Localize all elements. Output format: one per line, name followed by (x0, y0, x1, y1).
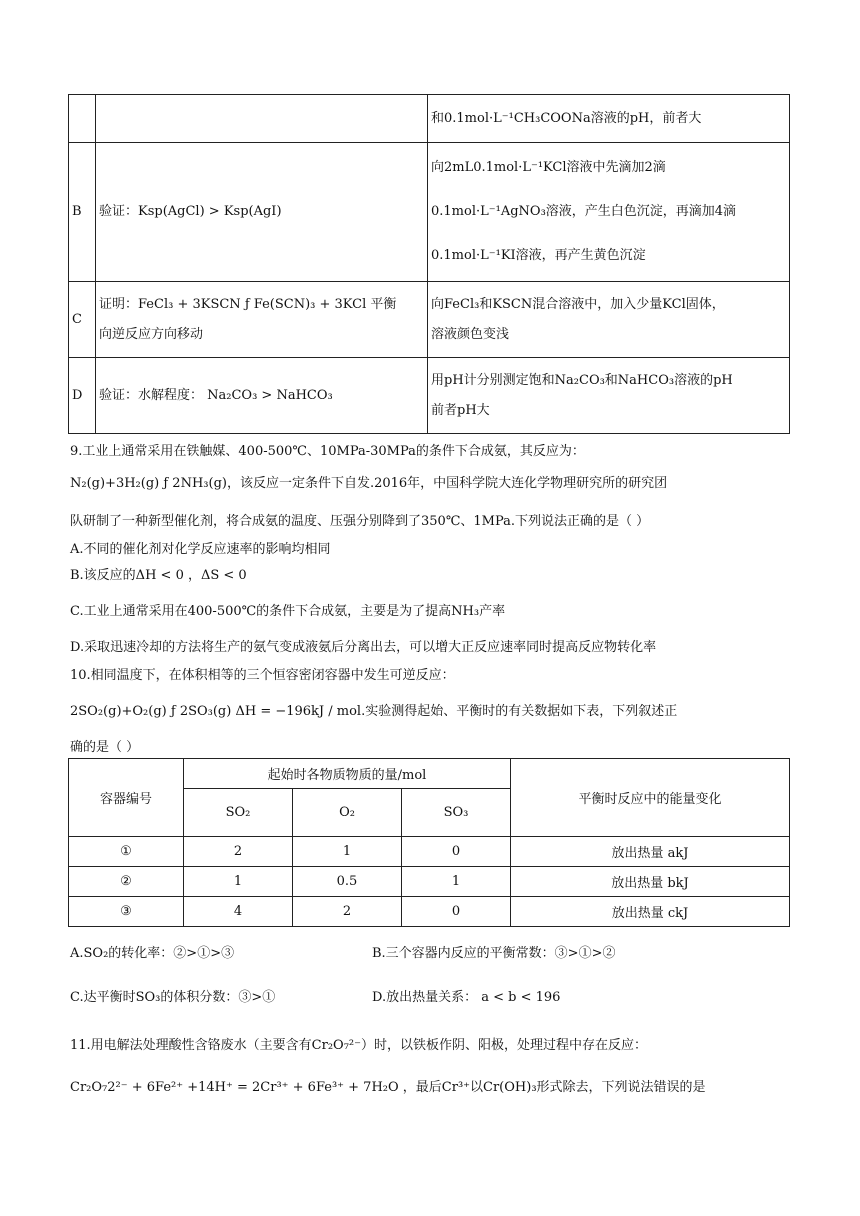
row-label: C (69, 282, 96, 358)
row-purpose (96, 95, 428, 143)
cell-id: ① (69, 837, 184, 867)
header-o2: O₂ (293, 789, 402, 837)
operation-line: 向FeCl₃和KSCN混合溶液中，加入少量KCl固体， (431, 296, 725, 312)
operation-line: 溶液颜色变浅 (431, 326, 510, 342)
cell-o2: 0.5 (293, 867, 402, 897)
table-header-row (69, 759, 790, 789)
cell-so2: 2 (184, 837, 293, 867)
table-row (69, 867, 790, 897)
q10-option-c: C.达平衡时SO₃的体积分数：③>① (70, 990, 276, 1005)
row-operation (428, 143, 790, 282)
cell-energy: 放出热量 ckJ (511, 897, 790, 927)
header-so2: SO₂ (184, 789, 293, 837)
q10-line2: 2SO₂(g)+O₂(g) ƒ 2SO₃(g) ΔH = −196kJ / mol.实验测得起始、平衡时的有关数据如下表，下列叙述正 (70, 704, 678, 719)
table-row (69, 95, 790, 143)
operation-line: 0.1mol·L⁻¹AgNO₃溶液，产生白色沉淀，再滴加4滴 (431, 204, 737, 219)
operation-line: 用pH计分别测定饱和Na₂CO₃和NaHCO₃溶液的pH (431, 372, 733, 388)
table-row (69, 897, 790, 927)
container-data-table (68, 758, 790, 927)
q9-option-b: B.该反应的ΔH < 0 ，ΔS < 0 (70, 568, 247, 583)
row-operation (428, 95, 790, 143)
cell-energy: 放出热量 bkJ (511, 867, 790, 897)
q10-option-d: D.放出热量关系： a < b < 196 (372, 990, 561, 1005)
cell-so3: 1 (402, 867, 511, 897)
q9-line3: 队研制了一种新型催化剂，将合成氨的温度、压强分别降到了350℃、1MPa.下列说法正确的是（ ） (70, 514, 650, 529)
q9-option-d: D.采取迅速冷却的方法将生产的氨气变成液氨后分离出去，可以增大正反应速率同时提高反应物转化率 (70, 640, 657, 655)
purpose-text: 验证：Ksp(AgCl) > Ksp(AgI) (99, 204, 282, 219)
header-so3: SO₃ (402, 789, 511, 837)
q10-option-b: B.三个容器内反应的平衡常数：③>①>② (372, 946, 616, 961)
header-start-amount: 起始时各物质物质的量/mol (184, 759, 511, 789)
row-purpose (96, 282, 428, 358)
operation-line: 前者pH大 (431, 402, 490, 418)
row-purpose (96, 143, 428, 282)
q9-stem: 9.工业上通常采用在铁触媒、400-500℃、10MPa-30MPa的条件下合成氨，其反应为： (70, 444, 585, 459)
cell-so2: 4 (184, 897, 293, 927)
cell-id: ② (69, 867, 184, 897)
cell-so2: 1 (184, 867, 293, 897)
q10-line3: 确的是（ ） (70, 740, 140, 755)
cell-o2: 1 (293, 837, 402, 867)
table-row (69, 282, 790, 358)
cell-so3: 0 (402, 897, 511, 927)
table-row (69, 837, 790, 867)
operation-text: 和0.1mol·L⁻¹CH₃COONa溶液的pH，前者大 (431, 110, 702, 126)
operation-line: 向2mL0.1mol·L⁻¹KCl溶液中先滴加2滴 (431, 160, 666, 175)
row-operation (428, 282, 790, 358)
table-row (69, 143, 790, 282)
row-label: D (69, 358, 96, 434)
q9-option-a: A.不同的催化剂对化学反应速率的影响均相同 (70, 542, 331, 557)
q11-stem: 11.用电解法处理酸性含铬废水（主要含有Cr₂O₇²⁻）时，以铁板作阴、阳极，处理过程中存在反应： (70, 1038, 647, 1053)
cell-so3: 0 (402, 837, 511, 867)
cell-energy: 放出热量 akJ (511, 837, 790, 867)
row-label: B (69, 143, 96, 282)
purpose-line: 证明：FeCl₃ + 3KSCN ƒ Fe(SCN)₃ + 3KCl 平衡 (99, 296, 397, 312)
row-label (69, 95, 96, 143)
operation-line: 0.1mol·L⁻¹KI溶液，再产生黄色沉淀 (431, 248, 646, 263)
q10-stem: 10.相同温度下，在体积相等的三个恒容密闭容器中发生可逆反应： (70, 668, 455, 683)
q9-line2: N₂(g)+3H₂(g) ƒ 2NH₃(g)，该反应一定条件下自发.2016年，中国科学院大连化学物理研究所的研究团 (70, 476, 668, 491)
table-row (69, 358, 790, 434)
row-operation (428, 358, 790, 434)
q11-line2: Cr₂O₇2²⁻ + 6Fe²⁺ +14H⁺ = 2Cr³⁺ + 6Fe³⁺ + 7H₂O ，最后Cr³⁺以Cr(OH)₃形式除去，下列说法错误的是 (70, 1080, 706, 1095)
header-energy: 平衡时反应中的能量变化 (511, 759, 790, 837)
q10-option-a: A.SO₂的转化率：②>①>③ (70, 946, 235, 961)
experiment-table (68, 94, 790, 434)
cell-id: ③ (69, 897, 184, 927)
header-container: 容器编号 (69, 759, 184, 837)
purpose-line: 向逆反应方向移动 (99, 326, 204, 342)
q9-option-c: C.工业上通常采用在400-500℃的条件下合成氨，主要是为了提高NH₃产率 (70, 604, 506, 619)
cell-o2: 2 (293, 897, 402, 927)
row-purpose: 验证：水解程度： Na₂CO₃ > NaHCO₃ (96, 358, 428, 434)
